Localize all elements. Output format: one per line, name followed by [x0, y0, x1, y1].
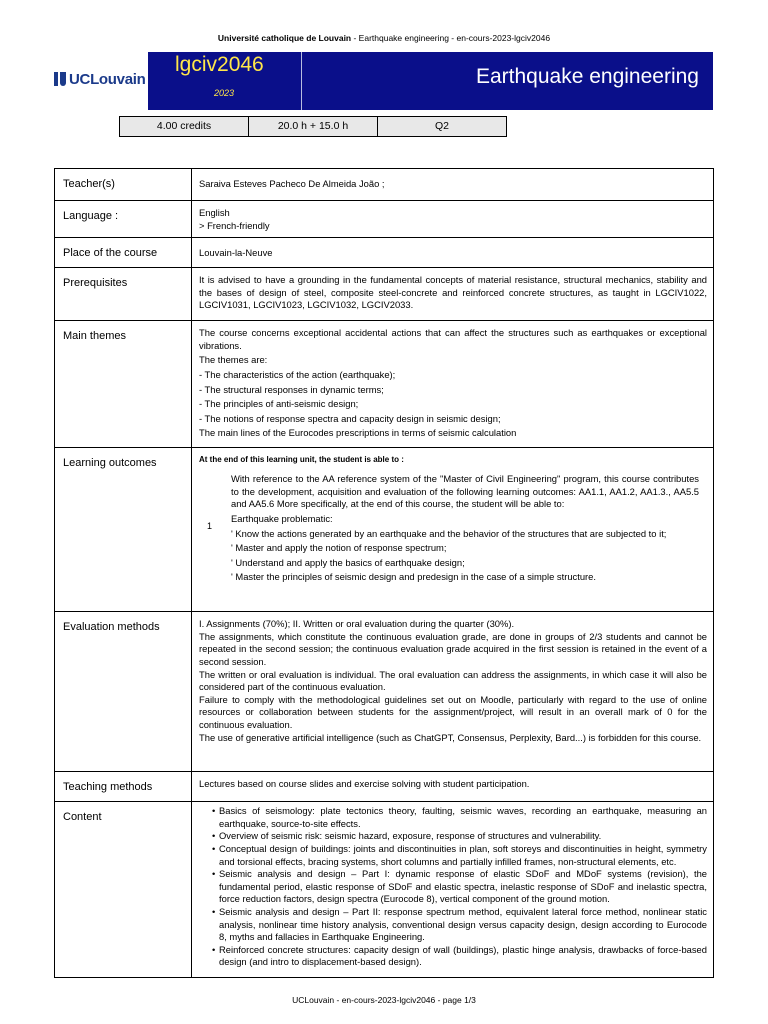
- outcome-item: ' Understand and apply the basics of earthquake design;: [231, 556, 465, 568]
- content-value: [192, 802, 714, 978]
- row-learning-outcomes: [55, 448, 714, 612]
- outcome-item: ' Master the principles of seismic design and predesign in the case of a simple structure.: [231, 571, 596, 583]
- uclouvain-logo: [54, 70, 145, 88]
- outcome-intro: With reference to the AA reference system of the "Master of Civil Engineering" program, this course contributes to the development, acquisition and evaluation of the following learning outcomes: AA1.1, AA1.2, AA1.3., AA5.5 and AA5.6 More specifically, at the end of this course, the student will be able to:: [231, 473, 699, 510]
- outcomes-heading: At the end of this learning unit, the student is able to :: [199, 455, 404, 465]
- themes-line: - The characteristics of the action (earthquake);: [199, 368, 396, 380]
- row-place: [55, 238, 714, 268]
- content-list: [199, 805, 707, 969]
- outcome-number: 1: [207, 521, 213, 532]
- teaching-value: Lectures based on course slides and exercise solving with student participation.: [192, 772, 714, 802]
- university-name: Université catholique de Louvain: [217, 33, 352, 43]
- evaluation-paragraph: The written or oral evaluation is individual. The oral evaluation can address the assignments, in which case it will also be considered part of the continuous evaluation.: [199, 668, 707, 693]
- row-label: Language :: [55, 201, 192, 238]
- credits-bar: [119, 116, 507, 137]
- banner-divider: [301, 52, 302, 110]
- content-item: • Seismic analysis and design – Part II: response spectrum method, equivalent lateral force method, nonlinear static analysis, nonlinear time history analysis, conventional design versus capacity design, design according to Eurocode 8, myths and fallacies in Earthquake Engineering.: [213, 906, 707, 944]
- row-label: Teaching methods: [55, 772, 192, 802]
- outcome-1: [199, 473, 707, 584]
- evaluation-paragraph: Failure to comply with the methodological guidelines set out on Moodle, particularly with regard to the use of online resources or collaboration between students for the assignment/project, will result in an overall mark of 0 for the continuous evaluation.: [199, 693, 707, 730]
- outcomes-value: [192, 448, 714, 612]
- place-value: Louvain-la-Neuve: [192, 238, 714, 268]
- outcome-item: ' Master and apply the notion of response spectrum;: [231, 542, 447, 554]
- row-label: Evaluation methods: [55, 612, 192, 772]
- quarter-value: Q2: [434, 120, 449, 132]
- themes-line: - The structural responses in dynamic terms;: [199, 383, 384, 395]
- logo-text: UCLouvain: [69, 70, 146, 88]
- row-label: Main themes: [55, 321, 192, 448]
- content-item: • Basics of seismology: plate tectonics theory, faulting, seismic waves, recording an earthquake, measuring an earthquake, source-to-site effects.: [213, 805, 707, 830]
- row-label: Teacher(s): [55, 169, 192, 201]
- evaluation-paragraph: I. Assignments (70%); II. Written or oral evaluation during the quarter (30%).: [199, 618, 515, 630]
- row-main-themes: [55, 321, 714, 448]
- language-primary: English: [199, 207, 230, 218]
- row-prerequisites: [55, 268, 714, 321]
- outcome-subheading: Earthquake problematic:: [231, 512, 333, 524]
- hours-value: 20.0 h + 15.0 h: [249, 117, 378, 136]
- page-footer: UCLouvain - en-cours-2023-lgciv2046 - page 1/3: [292, 995, 476, 1005]
- document-header-line: [0, 33, 768, 43]
- row-evaluation-methods: [55, 612, 714, 772]
- row-label: Place of the course: [55, 238, 192, 268]
- teachers-value: Saraiva Esteves Pacheco De Almeida João ;: [192, 169, 714, 201]
- course-info-table: [54, 168, 714, 978]
- content-item: • Conceptual design of buildings: joints and discontinuities in plan, soft storeys and discontinuities in height, symmetry and torsional effects, bracing systems, short columns and partially infilled frames, non-structural elements, etc.: [213, 843, 707, 868]
- course-title: Earthquake engineering: [475, 65, 699, 88]
- logo-mark-icon: [54, 72, 66, 86]
- prerequisites-value: It is advised to have a grounding in the fundamental concepts of material resistance, structural mechanics, stability and the bases of design of steel, composite steel-concrete and reinforced concrete structures, as taught in LGCIV1022, LGCIV1031, LGCIV1023, LGCIV1032, LGCIV2033.: [192, 268, 714, 321]
- row-language: [55, 201, 714, 238]
- content-item: • Reinforced concrete structures: capacity design of wall (buildings), plastic hinge analysis, drawbacks of force-based design (and intro to displacement-based design).: [213, 944, 707, 969]
- outcome-body: [231, 473, 707, 584]
- themes-intro: The course concerns exceptional accidental actions that can affect the structures such as earthquakes or exceptional vibrations.: [199, 327, 707, 351]
- course-banner: [148, 52, 713, 110]
- language-secondary: > French-friendly: [199, 219, 270, 231]
- row-content: [55, 802, 714, 978]
- credits-value: 4.00 credits: [120, 117, 249, 136]
- themes-line: - The notions of response spectra and capacity design in seismic design;: [199, 412, 501, 424]
- row-teaching-methods: [55, 772, 714, 802]
- evaluation-paragraph: The assignments, which constitute the continuous evaluation grade, are done in groups of 2/3 students and cannot be repeated in the second session; the continuous evaluation grade acquired in the first session is retained in the event of a second session.: [199, 630, 707, 667]
- course-code: lgciv2046: [175, 53, 264, 76]
- themes-line: - The principles of anti-seismic design;: [199, 398, 359, 410]
- row-label: Learning outcomes: [55, 448, 192, 612]
- language-value: [192, 201, 714, 238]
- header-subtitle: - Earthquake engineering - en-cours-2023-lgciv2046: [351, 33, 551, 43]
- course-year: 2023: [214, 88, 235, 98]
- content-item: • Seismic analysis and design – Part I: dynamic response of elastic SDoF and MDoF systems (revision), the fundamental period, elastic response of SDoF and elastic spectra, inelastic response of SDoF and inelastic spectra, force reduction factors, design spectra (Eurocode 8), vertical component of the ground motion.: [213, 868, 707, 906]
- evaluation-value: [192, 612, 714, 772]
- row-teachers: [55, 169, 714, 201]
- outcome-item: ' Know the actions generated by an earthquake and the behavior of the structures that are subjected to it;: [231, 527, 667, 539]
- themes-value: [192, 321, 714, 448]
- themes-line: The main lines of the Eurocodes prescriptions in terms of seismic calculation: [199, 427, 517, 439]
- evaluation-paragraph: The use of generative artificial intelligence (such as ChatGPT, Consensus, Perplexity, Bard...) is forbidden for this course.: [199, 731, 702, 743]
- content-item: • Overview of seismic risk: seismic hazard, exposure, response of structures and vulnerability.: [213, 830, 707, 843]
- row-label: Prerequisites: [55, 268, 192, 321]
- row-label: Content: [55, 802, 192, 978]
- themes-line: The themes are:: [199, 354, 268, 366]
